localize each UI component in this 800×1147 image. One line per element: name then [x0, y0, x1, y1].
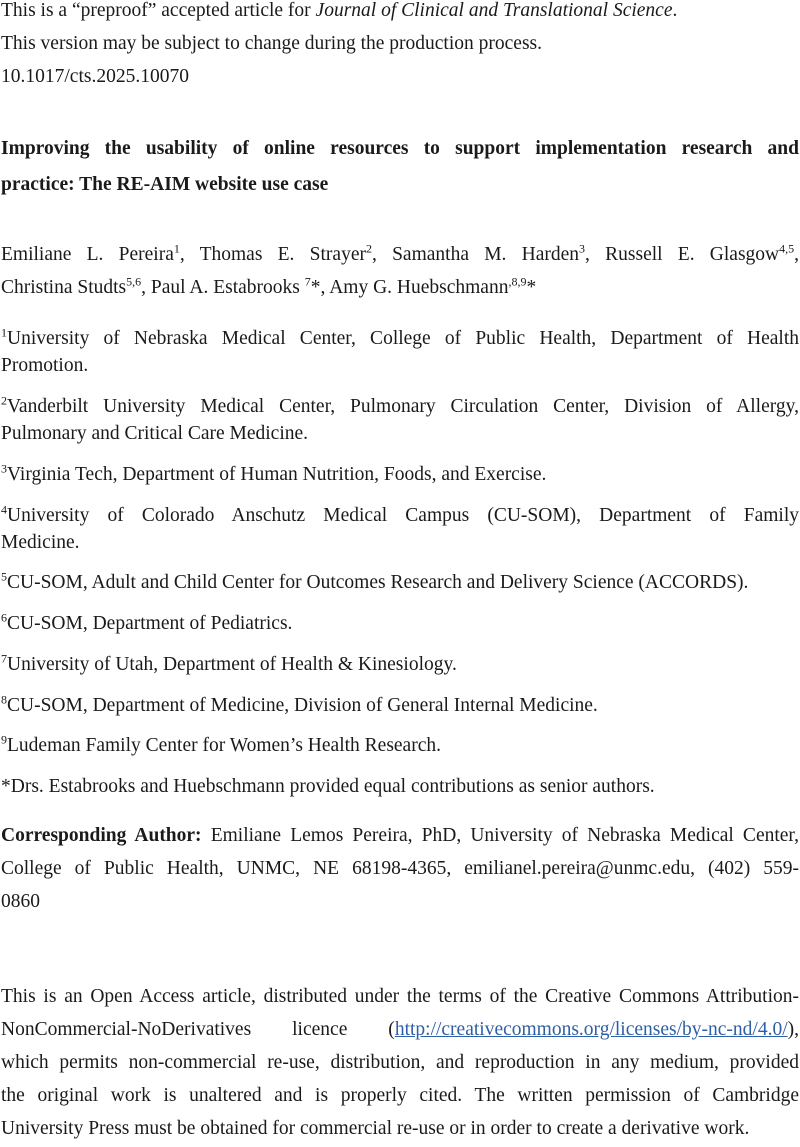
affiliation-7: $^7$University of Utah, Department of Health & Kinesiology. [1, 651, 457, 675]
author: Samantha M. Harden$^3$, [392, 241, 606, 265]
author-list [1, 238, 799, 304]
corresponding-author: Corresponding Author: Emiliane Lemos Pereira, PhD, University of Nebraska Medical Center, College of Public Health, UNMC, NE 68198-4365, emilianel.pereira@unmc.edu, (402) 559- 0860 [1, 825, 800, 912]
affiliation-8: $^8$CU-SOM, Department of Medicine, Division of General Internal Medicine. [1, 692, 598, 716]
affiliation-5: $^5$CU-SOM, Adult and Child Center for Outcomes Research and Delivery Science (ACCORDS). [1, 569, 749, 593]
preproof-line-2: This version may be subject to change during the production process. [1, 33, 542, 54]
preproof-notice [1, 0, 799, 93]
affiliation-2: $^2$Vanderbilt University Medical Center, Pulmonary Circulation Center, Division of Allergy, Pulmonary and Critical Care Medicine. [1, 393, 799, 444]
author: Amy G. Huebschmann$^{,8,9}$* [329, 274, 537, 298]
article-title [1, 131, 799, 203]
author: Emiliane L. Pereira$^1$, [1, 241, 200, 265]
author: Paul A. Estabrooks $^7$*, [150, 274, 330, 298]
license-link[interactable]: http://creativecommons.org/licenses/by-nc-nd/4.0/ [394, 1019, 788, 1040]
equal-contribution-note: *Drs. Estabrooks and Huebschmann provided equal contributions as senior authors. [1, 776, 655, 797]
affiliation-4: $^4$University of Colorado Anschutz Medical Campus (CU-SOM), Department of Family Medicine. [1, 502, 799, 553]
authors-line-1 [1, 238, 799, 271]
affiliation-3: $^3$Virginia Tech, Department of Human Nutrition, Foods, and Exercise. [1, 461, 547, 485]
preproof-line-1: This is a “preproof” accepted article for Journal of Clinical and Translational Science. [1, 0, 678, 21]
author: Thomas E. Strayer$^2$, [199, 241, 393, 265]
author: Russell E. Glasgow$^{4,5}$, [605, 241, 800, 265]
affiliation-6: $^6$CU-SOM, Department of Pediatrics. [1, 610, 293, 634]
title-line-1: Improving the usability of online resources to support implementation research and [1, 138, 799, 159]
doi: 10.1017/cts.2025.10070 [1, 66, 189, 87]
affiliation-9: $^9$Ludeman Family Center for Women’s Health Research. [1, 732, 441, 756]
journal-name: Journal of Clinical and Translational Science [315, 0, 673, 21]
corresponding-label: Corresponding Author: [1, 825, 202, 846]
affiliation-1: $^1$University of Nebraska Medical Center, College of Public Health, Department of Health Promotion. [1, 325, 799, 376]
license-statement: This is an Open Access article, distributed under the terms of the Creative Commons Attribution- NonCommercial-NoDerivatives licence (http://creativecommons.org/licenses/by-nc-nd/4.0/), which permits non-commercial re-use, distribution, and reproduction in any medium, provided the original work is unaltered and is properly cited. The written permission of Cambridge University Press must be obtained for commercial re-use or in order to create a derivative work. [1, 986, 799, 1139]
title-line-2: practice: The RE-AIM website use case [1, 174, 329, 195]
author: Christina Studts$^{5,6}$, [1, 274, 151, 298]
authors-line-2 [1, 271, 799, 304]
